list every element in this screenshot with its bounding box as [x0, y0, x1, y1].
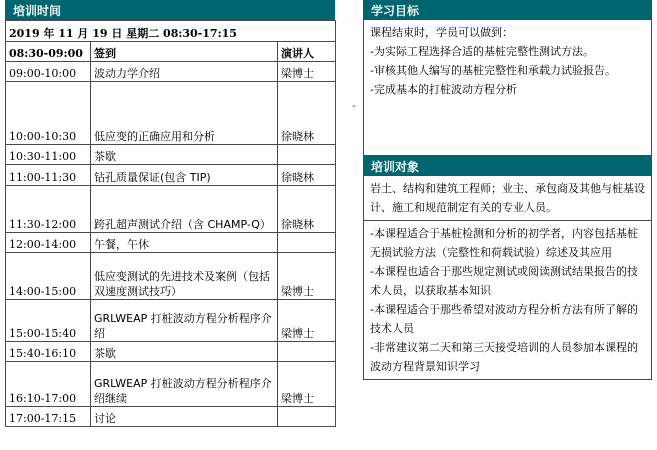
table-row — [6, 186, 336, 233]
row-speaker: 梁博士 — [278, 62, 336, 82]
schedule-table — [5, 20, 336, 427]
row-speaker: 徐晓林 — [278, 186, 336, 233]
goals-box — [363, 20, 652, 156]
row-topic: GRLWEAP 打桩波动方程分析程序介绍继续 — [91, 362, 278, 407]
row-speaker: 梁博士 — [278, 300, 336, 342]
row-speaker: 徐晓林 — [278, 165, 336, 186]
column-header-topic: 签到 — [91, 42, 278, 62]
column-header-row — [6, 42, 336, 62]
row-time: 12:00-14:00 — [6, 233, 91, 253]
row-time: 15:00-15:40 — [6, 300, 91, 342]
row-time: 17:00-17:15 — [6, 407, 91, 427]
table-row — [6, 82, 336, 145]
table-row — [6, 342, 336, 362]
audience-box — [363, 176, 652, 221]
row-topic: 茶歇 — [91, 145, 278, 165]
row-topic: 低应变的正确应用和分析 — [91, 82, 278, 145]
audience-intro: 岩土、结构和建筑工程师；业主、承包商及其他与桩基设计、施工和规范制定有关的专业人员。 — [370, 182, 645, 214]
table-row — [6, 62, 336, 82]
row-speaker — [278, 145, 336, 165]
audience-item: -本课程也适合于那些规定测试或阅读测试结果报告的技术人员，以获取基本知识 — [370, 265, 638, 297]
audience-item: -本课程适合于基桩检测和分析的初学者，内容包括基桩无损试验方法（完整性和荷载试验）综述及其应用 — [370, 227, 638, 259]
row-topic: 午餐，午休 — [91, 233, 278, 253]
row-speaker: 梁博士 — [278, 253, 336, 300]
date-line: 2019 年 11 月 19 日 星期二 08:30-17:15 — [6, 21, 336, 42]
audience-item: -非常建议第二天和第三天接受培训的人员参加本课程的波动方程背景知识学习 — [370, 341, 638, 373]
row-topic: 钻孔质量保证(包含 TIP) — [91, 165, 278, 186]
row-speaker: 徐晓林 — [278, 82, 336, 145]
date-row — [6, 21, 336, 42]
table-row — [6, 145, 336, 165]
row-topic: 波动力学介绍 — [91, 62, 278, 82]
column-header-speaker: 演讲人 — [278, 42, 336, 62]
schedule-panel — [5, 0, 335, 427]
table-row — [6, 362, 336, 407]
row-time: 16:10-17:00 — [6, 362, 91, 407]
row-topic: GRLWEAP 打桩波动方程分析程序介绍 — [91, 300, 278, 342]
row-time: 10:00-10:30 — [6, 82, 91, 145]
goal-item: -完成基本的打桩波动方程分析 — [370, 83, 517, 96]
row-topic: 茶歇 — [91, 342, 278, 362]
table-row — [6, 165, 336, 186]
table-row — [6, 300, 336, 342]
audience-detail-box — [363, 221, 652, 380]
column-header-time: 08:30-09:00 — [6, 42, 91, 62]
row-topic: 跨孔超声测试介绍（含 CHAMP-Q） — [91, 186, 278, 233]
row-topic: 低应变测试的先进技术及案例（包括双速度测试技巧） — [91, 253, 278, 300]
goal-item: -为实际工程选择合适的基桩完整性测试方法。 — [370, 45, 594, 58]
audience-header: 培训对象 — [363, 156, 652, 176]
row-time: 11:00-11:30 — [6, 165, 91, 186]
row-time: 14:00-15:00 — [6, 253, 91, 300]
audience-item: -本课程适合于那些希望对波动方程分析方法有所了解的技术人员 — [370, 303, 638, 335]
table-row — [6, 253, 336, 300]
separator-dash: - — [352, 101, 356, 112]
row-speaker: 梁博士 — [278, 362, 336, 407]
row-time: 15:40-16:10 — [6, 342, 91, 362]
goal-item: -审核其他人编写的基桩完整性和承载力试验报告。 — [370, 64, 616, 77]
goals-intro: 课程结束时，学员可以做到： — [370, 26, 513, 39]
row-speaker — [278, 407, 336, 427]
row-time: 11:30-12:00 — [6, 186, 91, 233]
table-row — [6, 233, 336, 253]
row-topic: 讨论 — [91, 407, 278, 427]
table-row — [6, 407, 336, 427]
goals-header: 学习目标 — [363, 0, 652, 20]
row-time: 09:00-10:00 — [6, 62, 91, 82]
row-speaker — [278, 233, 336, 253]
row-speaker — [278, 342, 336, 362]
schedule-header: 培训时间 — [5, 0, 335, 20]
row-time: 10:30-11:00 — [6, 145, 91, 165]
info-panel — [363, 0, 652, 380]
